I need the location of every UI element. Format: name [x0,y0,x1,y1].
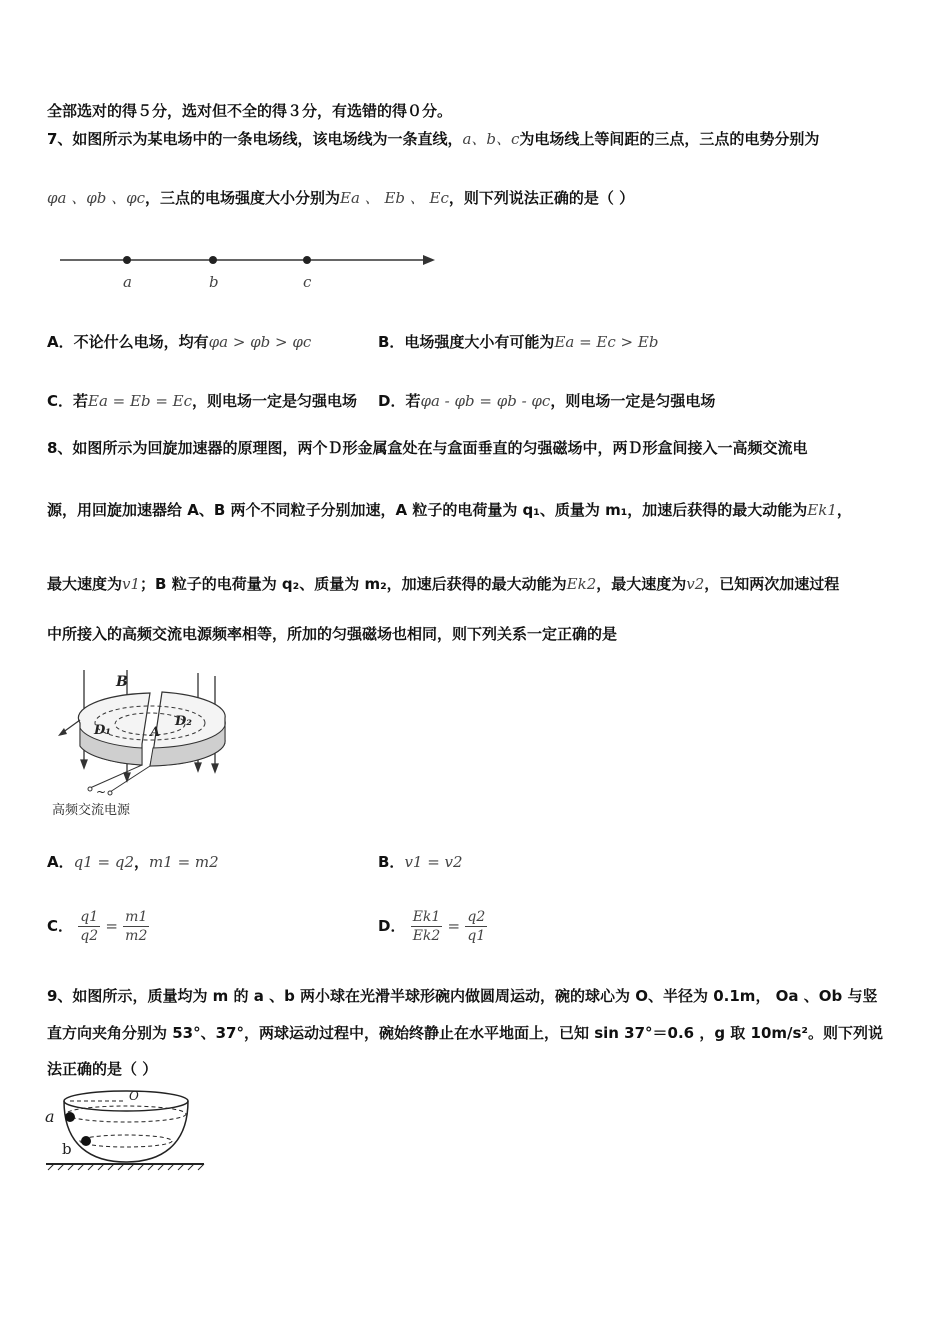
q8-v2: v2 [686,575,705,593]
q7-line1 [47,129,819,149]
q7-option-d-tail: ，则电场一定是匀强电场 [550,392,716,410]
label-a: a [123,273,132,291]
label-ball-a: a [45,1107,55,1126]
q7-option-b[interactable] [378,332,658,352]
q7-line2-text-b: ，则下列说法正确的是（ ） [448,189,635,207]
q7-option-a[interactable] [47,332,311,352]
q8-option-b[interactable] [378,852,463,872]
orbit-a [66,1106,186,1122]
point-a [123,256,131,264]
q8-option-c-label: C． [47,917,74,935]
q7-field-strengths: Ea 、 Eb 、 Ec [340,189,449,207]
q8-line4: 中所接入的高频交流电源频率相等，所加的匀强磁场也相同，则下列关系一定正确的是 [47,625,618,643]
fraction-ek1-ek2: $\frac{Ek1}{Ek2}$ [412,909,441,944]
q7-option-b-label: B．电场强度大小有可能为 [378,333,555,351]
q7-option-a-math: φa > φb > φc [208,333,312,351]
q8-line2-text: 源，用回旋加速器给 A、B 两个不同粒子分别加速，A 粒子的电荷量为 q₁、质量为 m₁，加速后获得的最大动能为 [47,501,808,519]
label-o: O [129,1089,139,1103]
label-c: c [303,273,312,291]
q8-option-d-label: D． [378,917,406,935]
q9-line1: 9、如图所示，质量均为 m 的 a 、b 两小球在光滑半球形碗内做圆周运动，碗的球心为 O、半径为 0.1m， Oa 、Ob 与竖 [47,987,878,1005]
fraction-m1-m2: $\frac{m1}{m2}$ [125,909,148,944]
q8-option-a[interactable] [47,852,219,872]
q8-line2-end: ， [836,501,852,519]
section-instruction: 全部选对的得５分，选对但不全的得３分，有选错的得０分。 [47,102,453,120]
q8-ek1: Ek1 [807,501,837,519]
field-line-arrow [423,255,435,265]
q8-line3-text-d: ，已知两次加速过程 [704,575,840,593]
ac-symbol: ~ [96,785,107,799]
q9-line3: 法正确的是（ ） [47,1060,158,1078]
q7-line1-text-a: 7、如图所示为某电场中的一条电场线，该电场线为一条直线， [47,130,463,148]
q8-option-a-math2: m1 = m2 [149,853,219,871]
q8-option-d[interactable] [378,904,487,948]
q8-v1: v1 [122,575,141,593]
q8-option-a-math1: q1 = q2 [73,853,135,871]
ball-a [65,1112,75,1122]
q8-option-c[interactable] [47,904,149,948]
fraction-q2-q1: $\frac{q2}{q1}$ [467,909,486,944]
q7-option-d-math: φa - φb = φb - φc [420,392,551,410]
q7-option-d[interactable] [378,391,715,411]
fraction-equals: = [105,917,118,935]
label-b: b [209,273,219,291]
q8-line2 [47,500,852,520]
orbit-b [80,1135,172,1147]
bowl-body [64,1101,188,1162]
label-a-source: A [150,725,161,740]
q7-option-c[interactable] [47,391,357,411]
q7-line1-text-b: 为电场线上等间距的三点，三点的电势分别为 [519,130,820,148]
q9-line2: 直方向夹角分别为 53°、37°，两球运动过程中，碗始终静止在水平地面上，已知 sin 37°＝0.6 ，g 取 10m/s²。则下列说 [47,1024,883,1042]
fraction-q1-q2: $\frac{q1}{q2}$ [80,909,99,944]
q8-line3-text-a: 最大速度为 [47,575,123,593]
cyclotron-figure [50,668,250,820]
ac-source-caption: 高频交流电源 [52,803,131,818]
q8-option-b-label: B． [378,853,405,871]
q7-option-c-math: Ea = Eb = Ec [88,392,193,410]
q7-option-b-math: Ea = Ec > Eb [554,333,659,351]
q7-points: a、b、c [462,130,520,148]
q8-option-a-comma: ， [134,853,150,871]
q8-line3-text-c: ，最大速度为 [596,575,687,593]
label-d2: D₂ [175,714,192,729]
q7-potentials: φa 、φb 、φc [47,189,145,207]
q7-option-d-label: D．若 [378,392,421,410]
q7-option-a-label: A．不论什么电场，均有 [47,333,209,351]
q7-option-c-tail: ，则电场一定是匀强电场 [192,392,358,410]
label-d1: D₁ [94,723,111,738]
q7-line2 [47,188,634,208]
label-ball-b: b [62,1140,72,1158]
q8-line3 [47,574,839,594]
q8-line1: 8、如图所示为回旋加速器的原理图，两个Ｄ形金属盒处在与盒面垂直的匀强磁场中，两Ｄ形盒间接入一高频交流电 [47,439,808,457]
q7-line2-text-a: ，三点的电场强度大小分别为 [145,189,341,207]
q8-option-a-label: A． [47,853,74,871]
q8-line3-text-b: ；B 粒子的电荷量为 q₂、质量为 m₂，加速后获得的最大动能为 [140,575,567,593]
q7-field-line-figure [55,245,445,295]
bowl-figure [42,1086,212,1171]
point-b [209,256,217,264]
fraction-equals: = [447,917,461,935]
q8-option-b-math: v1 = v2 [404,853,463,871]
point-c [303,256,311,264]
field-label-b: B [116,674,128,690]
q8-ek2: Ek2 [566,575,597,593]
ball-b [81,1136,91,1146]
q7-option-c-label: C．若 [47,392,89,410]
